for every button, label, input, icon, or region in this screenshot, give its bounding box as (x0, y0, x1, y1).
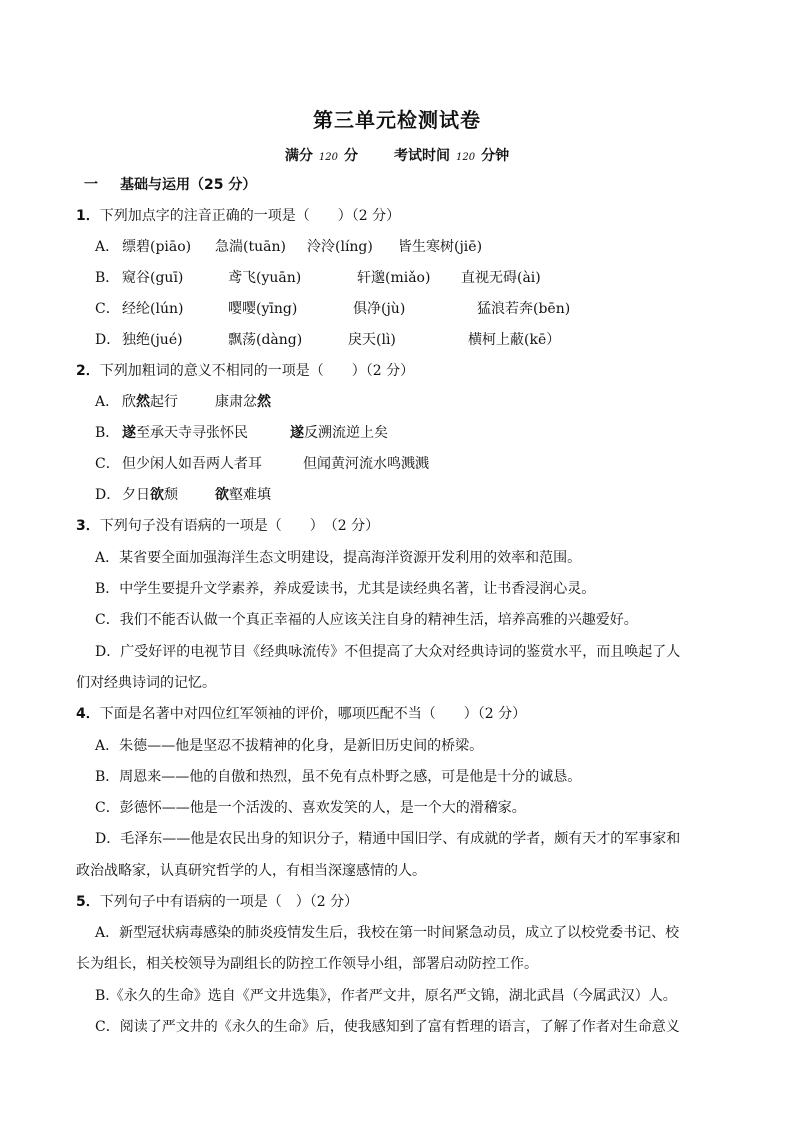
exam-time-value: 120 (456, 152, 476, 163)
question-number: 2． (76, 363, 100, 379)
q2-option-d: D． 夕日欲颓 欲壑难填 (95, 487, 271, 503)
question-number: 1． (76, 208, 100, 224)
q2-option-c: C． 但少闲人如吾两人者耳 但闻黄河流水鸣溅溅 (95, 456, 429, 472)
question-5-stem (76, 892, 358, 912)
question-4-stem (76, 704, 526, 724)
section-heading (84, 175, 256, 195)
q5-option-b: B.《永久的生命》选自《严文井选集》，作者严文井，原名严文锦，湖北武昌（今属武汉）人。 (95, 988, 677, 1004)
q5-option-c: C．阅读了严文井的《永久的生命》后，使我感知到了富有哲理的语言，了解了作者对生命意义 (95, 1019, 680, 1035)
full-score-value: 120 (318, 152, 338, 163)
question-3-stem (76, 516, 379, 536)
q4-option-d-cont: 政治战略家，认真研究哲学的人，有相当深邃感情的人。 (76, 863, 426, 879)
q3-option-a: A．某省要全面加强海洋生态文明建设，提高海洋资源开发利用的效率和范围。 (95, 550, 582, 566)
full-score-label: 满分 (284, 148, 313, 164)
q3-option-d-cont: 们对经典诗词的记忆。 (76, 675, 216, 691)
exam-time-unit: 分钟 (481, 148, 510, 164)
q2-option-b: B． 遂至承天寺寻张怀民 遂反溯流逆上矣 (95, 425, 388, 441)
q4-option-d: D．毛泽东——他是农民出身的知识分子，精通中国旧学、有成就的学者，颇有天才的军事家和 (95, 831, 681, 847)
q3-option-c: C．我们不能否认做一个真正幸福的人应该关注自身的精神生活，培养高雅的兴趣爱好。 (95, 612, 638, 628)
q1-option-b: B． 窥谷(guī) 鸢飞(yuān) 轩邈(miǎo) 直视无碍(ài) (95, 270, 541, 286)
question-number: 3． (76, 518, 100, 534)
exam-info (0, 145, 794, 165)
question-text: 下列句子中有语病的一项是（ ）（2 分） (99, 894, 359, 910)
section-title: 基础与运用（25 分） (120, 177, 257, 193)
q4-option-b: B．周恩来——他的自傲和热烈，虽不免有点朴野之感，可是他是十分的诚恳。 (95, 769, 582, 785)
q5-option-a-cont: 长为组长，相关校领导为副组长的防控工作领导小组，部署启动防控工作。 (76, 956, 538, 972)
q4-option-a: A．朱德——他是坚忍不拔精神的化身，是新旧历史间的桥梁。 (95, 738, 484, 754)
q4-option-c: C．彭德怀——他是一个活泼的、喜欢发笑的人，是一个大的滑稽家。 (95, 800, 526, 816)
q3-option-d: D．广受好评的电视节目《经典咏流传》不但提高了大众对经典诗词的鉴赏水平，而且唤起了人 (95, 644, 681, 660)
question-2-stem (76, 361, 414, 381)
exam-time-label: 考试时间 (394, 148, 450, 164)
question-text: 下列加粗词的意义不相同的一项是（ ）（2 分） (99, 363, 415, 379)
question-1-stem (76, 206, 400, 226)
q1-option-d: D． 独绝(jué) 飘荡(dàng) 戾天(lì) 横柯上蔽(kē） (95, 332, 561, 348)
q2-option-a: A． 欣然起行 康肃忿然 (95, 394, 271, 410)
section-number: 一 (84, 177, 98, 193)
question-text: 下面是名著中对四位红军领袖的评价，哪项匹配不当（ ）（2 分） (99, 706, 527, 722)
question-number: 4． (76, 706, 100, 722)
page-title: 第三单元检测试卷 (313, 108, 481, 132)
q5-option-a: A．新型冠状病毒感染的肺炎疫情发生后，我校在第一时间紧急动员，成立了以校党委书记、校 (95, 925, 680, 941)
q1-option-c: C． 经纶(lún) 嘤嘤(yīng) 俱净(jù) 猛浪若奔(bēn) (95, 301, 571, 317)
q3-option-b: B．中学生要提升文学素养，养成爱读书，尤其是读经典名著，让书香浸润心灵。 (95, 581, 596, 597)
q1-option-a: A． 缥碧(piāo) 急湍(tuān) 泠泠(líng) 皆生寒树(jiē) (95, 239, 483, 255)
question-text: 下列加点字的注音正确的一项是（ ）（2 分） (99, 208, 401, 224)
question-text: 下列句子没有语病的一项是（ ） （2 分） (99, 518, 380, 534)
full-score-unit: 分 (344, 148, 358, 164)
question-number: 5． (76, 894, 100, 910)
